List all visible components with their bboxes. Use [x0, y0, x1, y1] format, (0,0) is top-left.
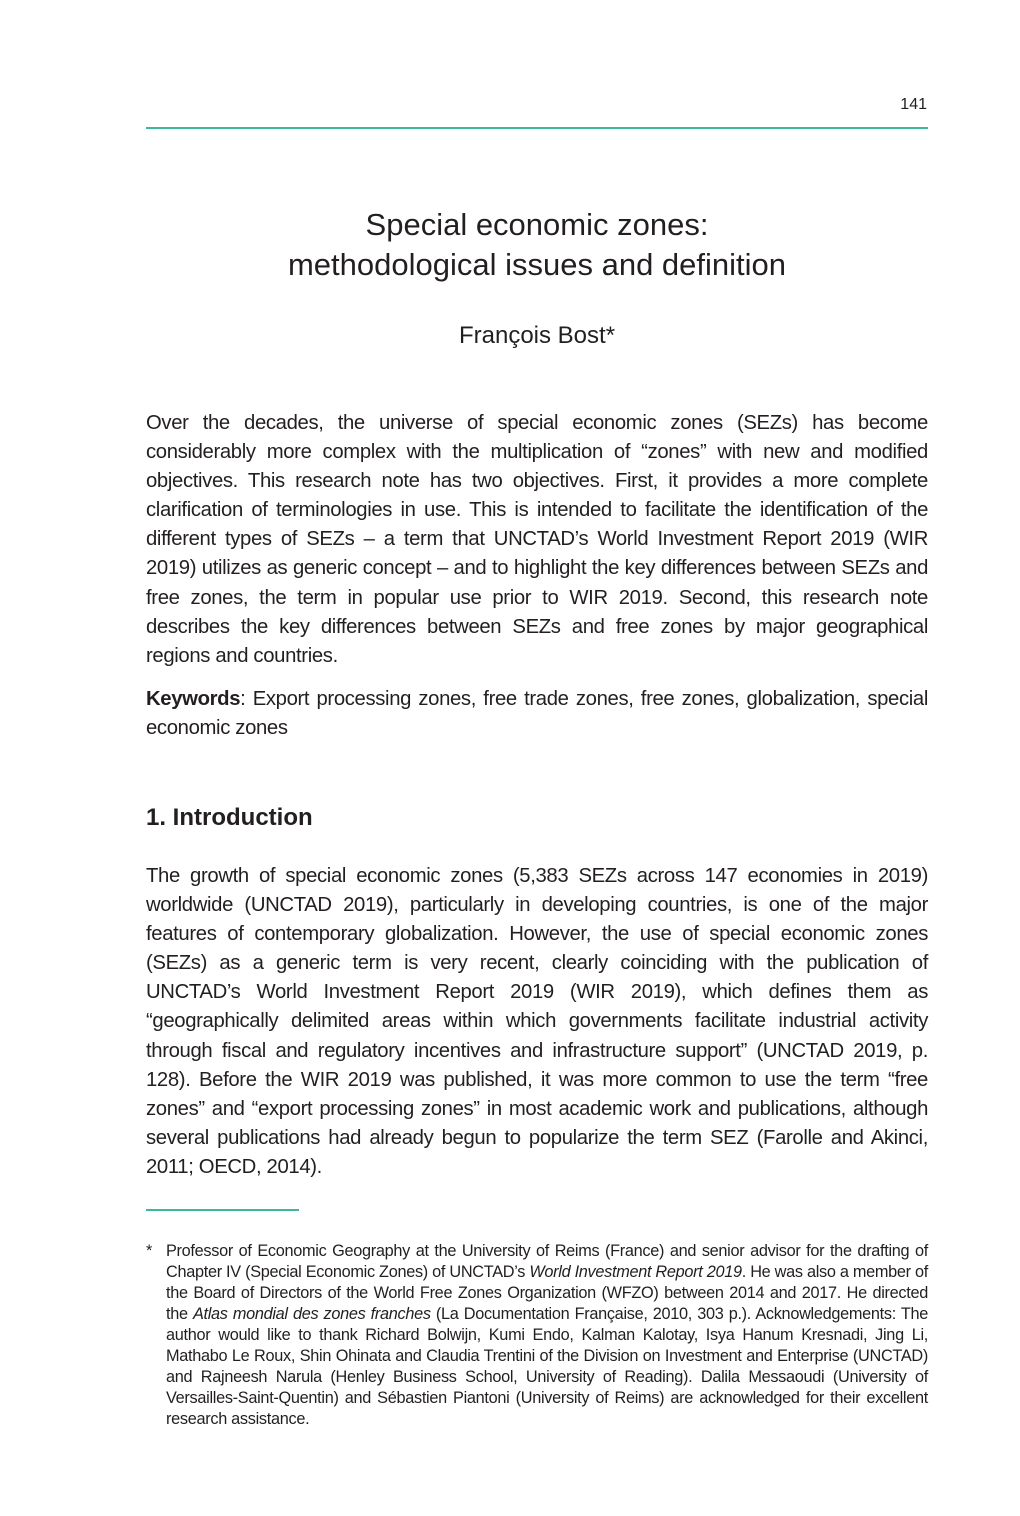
article-title: [146, 205, 928, 285]
title-line-1: Special economic zones:: [365, 207, 709, 242]
footnote-text: (La Documentation Française, 2010, 303 p.). Acknowledgements: The author would like to thank Richard Bolwijn, Kumi Endo, Kalman Kalotay, Isya Hanum Kresnadi, Jing Li, Mathabo Le Roux, Shin Ohinata and Claudia Trentini of the Division on Investment and Enterprise (UNCTAD) and Rajneesh Narula (Henley Business School, University of Reading). Dalila Messaoudi (University of Versailles-Saint-Quentin) and Sébastien Piantoni (University of Reims) are acknowledged for their excellent research assistance.: [166, 1305, 928, 1428]
keywords-text: : Export processing zones, free trade zones, free zones, globalization, special economic zones: [146, 688, 928, 740]
footnote-rule: [146, 1209, 299, 1211]
keywords-label: Keywords: [146, 688, 241, 710]
introduction-paragraph: The growth of special economic zones (5,383 SEZs across 147 economies in 2019) worldwide (UNCTAD 2019), particularly in developing countries, is one of the major features of contemporary globalization. However, the use of special economic zones (SEZs) as a generic term is very recent, clearly coinciding with the publication of UNCTAD’s World Investment Report 2019 (WIR 2019), which defines them as “geographically delimited areas within which governments facilitate industrial activity through fiscal and regulatory incentives and infrastructure support” (UNCTAD 2019, p. 128). Before the WIR 2019 was published, it was more common to use the term “free zones” and “export processing zones” in most academic work and publications, although several publications had already begun to popularize the term SEZ (Farolle and Akinci, 2011; OECD, 2014).: [146, 865, 928, 1178]
footnote-text: . He was also a member of the Board of Directors of the World Free Zones Organization (WFZO) between 2014 and 2017. He directed the: [166, 1263, 928, 1323]
title-line-2: methodological issues and definition: [287, 247, 787, 282]
author: François Bost*: [458, 322, 616, 349]
footnote-text: Professor of Economic Geography at the University of Reims (France) and senior advisor for the drafting of Chapter IV (Special Economic Zones) of UNCTAD’s: [166, 1242, 928, 1281]
footnote-mark: *: [146, 1242, 153, 1260]
page-number: 141: [900, 96, 927, 113]
keywords: [146, 685, 928, 743]
header-rule: [146, 127, 928, 129]
footnote-italic-title: Atlas mondial des zones franches: [192, 1305, 431, 1323]
footnote-italic-title: World Investment Report 2019: [529, 1263, 742, 1281]
section-heading: 1. Introduction: [146, 804, 313, 831]
footnote: [146, 1241, 928, 1430]
abstract: Over the decades, the universe of special economic zones (SEZs) has become considerably more complex with the multiplication of “zones” with new and modified objectives. This research note has two objectives. First, it provides a more complete clarification of terminologies in use. This is intended to facilitate the identification of the different types of SEZs – a term that UNCTAD’s World Investment Report 2019 (WIR 2019) utilizes as generic concept – and to highlight the key differences between SEZs and free zones, the term in popular use prior to WIR 2019. Second, this research note describes the key differences between SEZs and free zones by major geographical regions and countries.: [146, 412, 928, 667]
